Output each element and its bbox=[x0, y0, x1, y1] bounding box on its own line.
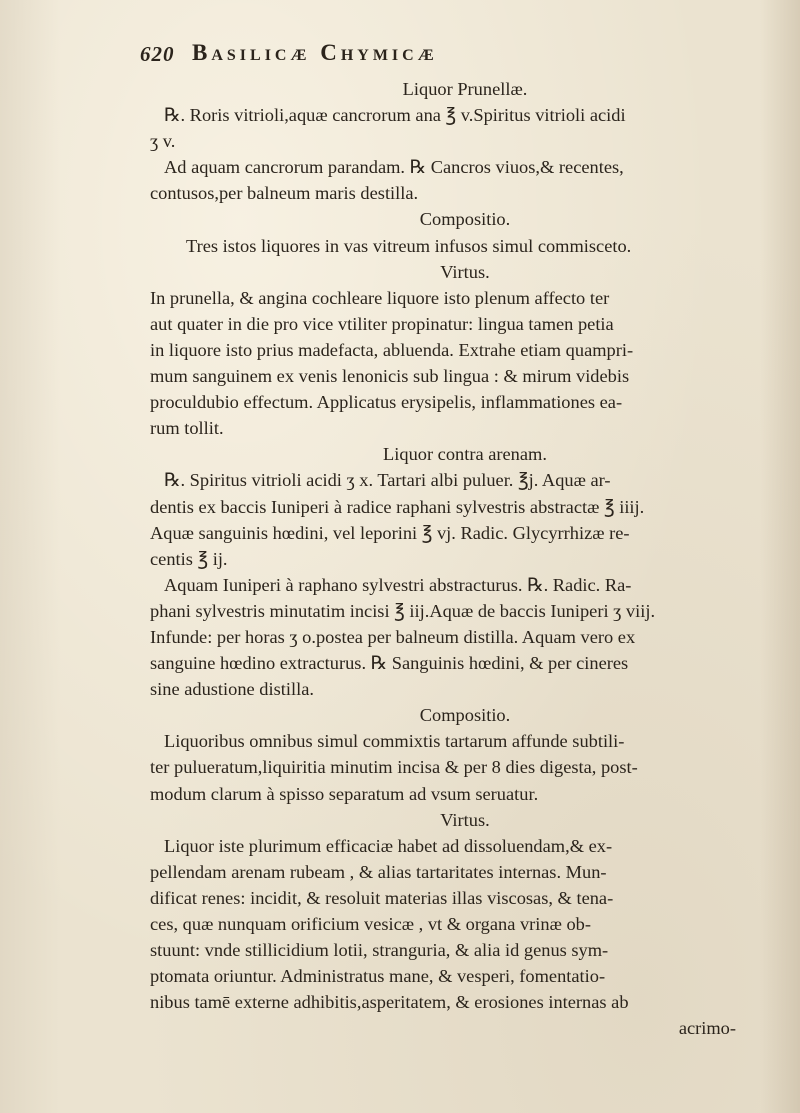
section-heading: Compositio. bbox=[419, 705, 511, 726]
text-line: rum tollit. bbox=[150, 418, 224, 439]
text-line: stuunt: vnde stillicidium lotii, stranguria, & alia id genus sym- bbox=[150, 940, 609, 961]
body-text bbox=[150, 76, 740, 1041]
text-line: acrimo- bbox=[678, 1018, 736, 1039]
text-line: Aquæ sanguinis hœdini, vel leporini ℥ vj. Radic. Glycyrrhizæ re- bbox=[150, 522, 630, 543]
text-line: ter pulueratum,liquiritia minutim incisa & per 8 dies digesta, post- bbox=[150, 757, 638, 778]
text-line: dentis ex baccis Iuniperi à radice raphani sylvestris abstractæ ℥ iiij. bbox=[150, 496, 645, 517]
text-line: phani sylvestris minutatim incisi ℥ iij.Aquæ de baccis Iuniperi ʒ viij. bbox=[150, 600, 656, 621]
page-number: 620 bbox=[140, 42, 175, 66]
text-line: contusos,per balneum maris destilla. bbox=[150, 183, 419, 204]
text-line: aut quater in die pro vice vtiliter propinatur: lingua tamen petia bbox=[150, 313, 614, 334]
text-line: ℞. Spiritus vitrioli acidi ʒ x. Tartari albi puluer. ℥j. Aquæ ar- bbox=[164, 470, 611, 491]
text-line: Infunde: per horas ʒ o.postea per balneum distilla. Aquam vero ex bbox=[150, 626, 636, 647]
text-line: proculdubio effectum. Applicatus erysipelis, inflammationes ea- bbox=[150, 392, 623, 413]
text-line: Liquoribus omnibus simul commixtis tartarum affunde subtili- bbox=[164, 731, 625, 752]
section-heading: Virtus. bbox=[440, 809, 490, 830]
text-line: sine adustione distilla. bbox=[150, 679, 314, 700]
text-line: pellendam arenam rubeam , & alias tartaritates internas. Mun- bbox=[150, 861, 607, 882]
text-line: nibus tamē externe adhibitis,asperitatem, & erosiones internas ab bbox=[150, 992, 629, 1013]
text-line: ʒ v. bbox=[150, 131, 176, 152]
running-title: Basilicæ Chymicæ bbox=[192, 40, 438, 65]
text-line: Tres istos liquores in vas vitreum infusos simul commisceto. bbox=[186, 235, 632, 256]
running-head bbox=[140, 40, 780, 74]
text-line: In prunella, & angina cochleare liquore isto plenum affecto ter bbox=[150, 287, 610, 308]
section-heading: Liquor Prunellæ. bbox=[402, 79, 528, 99]
text-line: ptomata oriuntur. Administratus mane, & vesperi, fomentatio- bbox=[150, 966, 606, 987]
section-heading: Liquor contra arenam. bbox=[383, 444, 547, 465]
page-shadow-left bbox=[0, 0, 60, 1113]
text-line: ces, quæ nunquam orificium vesicæ , vt & organa vrinæ ob- bbox=[150, 914, 591, 934]
section-heading: Compositio. bbox=[419, 209, 511, 230]
text-line: Liquor iste plurimum efficaciæ habet ad dissoluendam,& ex- bbox=[164, 835, 613, 856]
text-line: dificat renes: incidit, & resoluit materias illas viscosas, & tena- bbox=[150, 887, 614, 908]
text-line: in liquore isto prius madefacta, abluenda. Extrahe etiam quampri- bbox=[150, 339, 634, 360]
text-line: Ad aquam cancrorum parandam. ℞ Cancros viuos,& recentes, bbox=[164, 157, 624, 178]
text-line: mum sanguinem ex venis lenonicis sub lingua : & mirum videbis bbox=[150, 366, 630, 387]
text-line: sanguine hœdino extracturus. ℞ Sanguinis hœdini, & per cineres bbox=[150, 653, 629, 674]
page-shadow-right bbox=[760, 0, 800, 1113]
text-line: Aquam Iuniperi à raphano sylvestri abstracturus. ℞. Radic. Ra- bbox=[164, 574, 632, 595]
section-heading: Virtus. bbox=[440, 261, 490, 282]
text-line: ℞. Roris vitrioli,aquæ cancrorum ana ℥ v.Spiritus vitrioli acidi bbox=[164, 105, 626, 126]
text-line: modum clarum à spisso separatum ad vsum seruatur. bbox=[150, 783, 539, 804]
text-line: centis ℥ ij. bbox=[150, 548, 228, 569]
